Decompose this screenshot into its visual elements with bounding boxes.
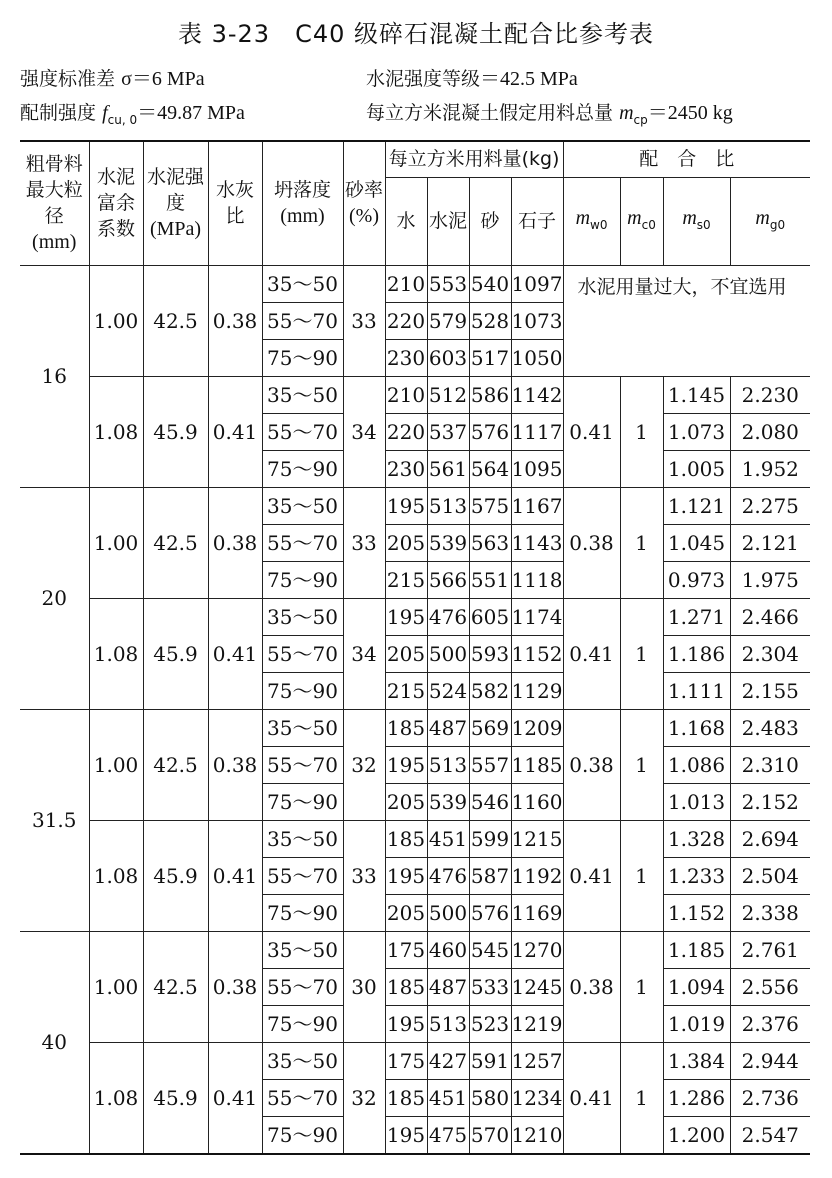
header-cement-surplus: 水泥富余系数 xyxy=(89,141,143,265)
ms0-cell: 1.152 xyxy=(663,894,730,931)
sand-ratio-cell: 33 xyxy=(343,265,385,376)
stone-cell: 1234 xyxy=(511,1079,563,1116)
ms0-cell: 1.185 xyxy=(663,931,730,968)
mix-proportion-table xyxy=(20,140,810,1155)
cement-cell: 513 xyxy=(427,746,469,783)
sigma-value: σ＝6 MPa xyxy=(121,68,205,90)
slump-cell: 55～70 xyxy=(262,413,343,450)
sand-cell: 563 xyxy=(469,524,511,561)
mg0-cell: 2.230 xyxy=(730,376,810,413)
sand-cell: 591 xyxy=(469,1042,511,1079)
mc0-cell: 1 xyxy=(620,709,663,820)
header-stone: 石子 xyxy=(511,177,563,265)
water-cell: 205 xyxy=(385,783,427,820)
agg-size-cell: 20 xyxy=(20,487,89,709)
cement-cell: 537 xyxy=(427,413,469,450)
cement-cell: 566 xyxy=(427,561,469,598)
header-mg0: $m_{g0}$ xyxy=(730,177,810,265)
header-mc0: $m_{c0}$ xyxy=(620,177,663,265)
cement-strength-cell: 45.9 xyxy=(143,598,208,709)
ms0-cell: 1.286 xyxy=(663,1079,730,1116)
slump-cell: 35～50 xyxy=(262,709,343,746)
ms0-cell: 1.328 xyxy=(663,820,730,857)
mw0-cell: 0.41 xyxy=(563,1042,620,1154)
water-cell: 195 xyxy=(385,598,427,635)
water-cell: 195 xyxy=(385,746,427,783)
sand-cell: 569 xyxy=(469,709,511,746)
mc0-cell: 1 xyxy=(620,931,663,1042)
water-cell: 185 xyxy=(385,709,427,746)
sand-cell: 564 xyxy=(469,450,511,487)
mw0-cell: 0.38 xyxy=(563,931,620,1042)
water-cell: 210 xyxy=(385,376,427,413)
stone-cell: 1160 xyxy=(511,783,563,820)
header-water: 水 xyxy=(385,177,427,265)
slump-cell: 55～70 xyxy=(262,302,343,339)
slump-cell: 55～70 xyxy=(262,1079,343,1116)
fcu-label: 配制强度 xyxy=(20,102,97,124)
cement-grade-label: 水泥强度等级 xyxy=(366,68,481,90)
ms0-cell: 1.045 xyxy=(663,524,730,561)
stone-cell: 1192 xyxy=(511,857,563,894)
sand-ratio-cell: 30 xyxy=(343,931,385,1042)
slump-cell: 35～50 xyxy=(262,820,343,857)
mc0-cell: 1 xyxy=(620,376,663,487)
slump-cell: 75～90 xyxy=(262,1005,343,1042)
cement-cell: 475 xyxy=(427,1116,469,1154)
cement-strength-cell: 42.5 xyxy=(143,709,208,820)
ms0-cell: 1.200 xyxy=(663,1116,730,1154)
slump-cell: 75～90 xyxy=(262,561,343,598)
water-cell: 195 xyxy=(385,487,427,524)
agg-size-cell: 16 xyxy=(20,265,89,487)
cement-surplus-cell: 1.00 xyxy=(89,265,143,376)
sand-ratio-cell: 32 xyxy=(343,709,385,820)
ms0-cell: 1.168 xyxy=(663,709,730,746)
ms0-cell: 1.186 xyxy=(663,635,730,672)
stone-cell: 1245 xyxy=(511,968,563,1005)
cement-strength-cell: 45.9 xyxy=(143,820,208,931)
water-cell: 230 xyxy=(385,339,427,376)
sand-cell: 570 xyxy=(469,1116,511,1154)
cement-cell: 524 xyxy=(427,672,469,709)
water-cell: 175 xyxy=(385,1042,427,1079)
header-per-m3: 每立方米用料量(kg) xyxy=(385,141,563,177)
mw0-cell: 0.41 xyxy=(563,376,620,487)
slump-cell: 35～50 xyxy=(262,265,343,302)
sand-cell: 576 xyxy=(469,413,511,450)
sand-cell: 580 xyxy=(469,1079,511,1116)
slump-cell: 35～50 xyxy=(262,376,343,413)
wc-ratio-cell: 0.41 xyxy=(208,376,262,487)
mcp-label: 每立方米混凝土假定用料总量 xyxy=(366,102,614,124)
sand-cell: 557 xyxy=(469,746,511,783)
stone-cell: 1152 xyxy=(511,635,563,672)
mg0-cell: 2.338 xyxy=(730,894,810,931)
cement-cell: 487 xyxy=(427,709,469,746)
stone-cell: 1270 xyxy=(511,931,563,968)
wc-ratio-cell: 0.38 xyxy=(208,265,262,376)
sand-cell: 517 xyxy=(469,339,511,376)
header-wc-ratio: 水灰比 xyxy=(208,141,262,265)
stone-cell: 1215 xyxy=(511,820,563,857)
mc0-cell: 1 xyxy=(620,598,663,709)
sand-cell: 551 xyxy=(469,561,511,598)
mg0-cell: 2.080 xyxy=(730,413,810,450)
sand-cell: 575 xyxy=(469,487,511,524)
water-cell: 195 xyxy=(385,857,427,894)
header-cement-strength: 水泥强度 (MPa) xyxy=(143,141,208,265)
slump-cell: 35～50 xyxy=(262,598,343,635)
cement-surplus-cell: 1.08 xyxy=(89,820,143,931)
sand-cell: 586 xyxy=(469,376,511,413)
header-sand-ratio: 砂率 (%) xyxy=(343,141,385,265)
agg-size-cell: 40 xyxy=(20,931,89,1154)
cement-cell: 539 xyxy=(427,524,469,561)
slump-cell: 55～70 xyxy=(262,968,343,1005)
mg0-cell: 2.310 xyxy=(730,746,810,783)
stone-cell: 1185 xyxy=(511,746,563,783)
wc-ratio-cell: 0.41 xyxy=(208,598,262,709)
mg0-cell: 2.155 xyxy=(730,672,810,709)
sand-cell: 528 xyxy=(469,302,511,339)
slump-cell: 55～70 xyxy=(262,635,343,672)
mcp-symbol: m xyxy=(619,102,634,124)
sand-cell: 605 xyxy=(469,598,511,635)
stone-cell: 1142 xyxy=(511,376,563,413)
cement-cell: 603 xyxy=(427,339,469,376)
cement-cell: 451 xyxy=(427,820,469,857)
cement-cell: 476 xyxy=(427,598,469,635)
ms0-cell: 1.005 xyxy=(663,450,730,487)
fcu-subscript: cu, 0 xyxy=(107,112,138,127)
stone-cell: 1257 xyxy=(511,1042,563,1079)
cement-cell: 579 xyxy=(427,302,469,339)
ms0-cell: 1.384 xyxy=(663,1042,730,1079)
mg0-cell: 2.944 xyxy=(730,1042,810,1079)
sand-cell: 546 xyxy=(469,783,511,820)
sand-cell: 533 xyxy=(469,968,511,1005)
mg0-cell: 2.556 xyxy=(730,968,810,1005)
cement-strength-cell: 42.5 xyxy=(143,487,208,598)
cement-grade-param xyxy=(366,62,578,91)
cement-strength-cell: 45.9 xyxy=(143,1042,208,1154)
cement-cell: 500 xyxy=(427,894,469,931)
mw0-cell: 0.38 xyxy=(563,487,620,598)
stone-cell: 1169 xyxy=(511,894,563,931)
mg0-cell: 2.466 xyxy=(730,598,810,635)
sand-ratio-cell: 34 xyxy=(343,376,385,487)
mg0-cell: 2.376 xyxy=(730,1005,810,1042)
sigma-param xyxy=(20,62,205,91)
cement-cell: 561 xyxy=(427,450,469,487)
table-title: 表 3-23 C40 级碎石混凝土配合比参考表 xyxy=(177,20,655,48)
fcu-param xyxy=(20,96,245,127)
header-ms0: $m_{s0}$ xyxy=(663,177,730,265)
cement-cell: 427 xyxy=(427,1042,469,1079)
wc-ratio-cell: 0.38 xyxy=(208,709,262,820)
wc-ratio-cell: 0.38 xyxy=(208,487,262,598)
wc-ratio-cell: 0.41 xyxy=(208,1042,262,1154)
mg0-cell: 2.761 xyxy=(730,931,810,968)
sand-ratio-cell: 34 xyxy=(343,598,385,709)
agg-size-cell: 31.5 xyxy=(20,709,89,931)
header-cement: 水泥 xyxy=(427,177,469,265)
ms0-cell: 1.145 xyxy=(663,376,730,413)
cement-cell: 539 xyxy=(427,783,469,820)
mg0-cell: 2.694 xyxy=(730,820,810,857)
water-cell: 205 xyxy=(385,524,427,561)
mg0-cell: 2.504 xyxy=(730,857,810,894)
cement-cell: 451 xyxy=(427,1079,469,1116)
mg0-cell: 2.275 xyxy=(730,487,810,524)
cement-cell: 553 xyxy=(427,265,469,302)
sand-cell: 545 xyxy=(469,931,511,968)
slump-cell: 75～90 xyxy=(262,672,343,709)
sand-ratio-cell: 33 xyxy=(343,487,385,598)
sand-cell: 576 xyxy=(469,894,511,931)
table-row xyxy=(20,265,810,302)
slump-cell: 75～90 xyxy=(262,1116,343,1154)
water-cell: 220 xyxy=(385,413,427,450)
mw0-cell: 0.41 xyxy=(563,598,620,709)
mcp-value: ＝2450 kg xyxy=(647,102,733,124)
fcu-symbol: f xyxy=(102,102,108,124)
slump-cell: 35～50 xyxy=(262,487,343,524)
stone-cell: 1209 xyxy=(511,709,563,746)
cement-cell: 460 xyxy=(427,931,469,968)
table-row xyxy=(20,598,810,635)
table-row xyxy=(20,709,810,746)
cement-surplus-cell: 1.00 xyxy=(89,487,143,598)
header-slump: 坍落度 (mm) xyxy=(262,141,343,265)
water-cell: 205 xyxy=(385,635,427,672)
stone-cell: 1174 xyxy=(511,598,563,635)
stone-cell: 1117 xyxy=(511,413,563,450)
mg0-cell: 2.121 xyxy=(730,524,810,561)
ms0-cell: 1.111 xyxy=(663,672,730,709)
mg0-cell: 2.736 xyxy=(730,1079,810,1116)
cement-strength-cell: 42.5 xyxy=(143,931,208,1042)
slump-cell: 55～70 xyxy=(262,746,343,783)
water-cell: 215 xyxy=(385,561,427,598)
cement-cell: 500 xyxy=(427,635,469,672)
slump-cell: 75～90 xyxy=(262,894,343,931)
water-cell: 195 xyxy=(385,1116,427,1154)
stone-cell: 1050 xyxy=(511,339,563,376)
stone-cell: 1219 xyxy=(511,1005,563,1042)
stone-cell: 1073 xyxy=(511,302,563,339)
table-body xyxy=(20,265,810,1154)
sigma-label: 强度标准差 xyxy=(20,68,116,90)
table-row xyxy=(20,376,810,413)
ms0-cell: 0.973 xyxy=(663,561,730,598)
ms0-cell: 1.013 xyxy=(663,783,730,820)
cement-surplus-cell: 1.00 xyxy=(89,709,143,820)
header-sand: 砂 xyxy=(469,177,511,265)
slump-cell: 35～50 xyxy=(262,931,343,968)
stone-cell: 1143 xyxy=(511,524,563,561)
water-cell: 185 xyxy=(385,820,427,857)
unsuitable-note: 水泥用量过大，不宜选用 xyxy=(563,265,810,376)
water-cell: 195 xyxy=(385,1005,427,1042)
sand-cell: 582 xyxy=(469,672,511,709)
water-cell: 185 xyxy=(385,1079,427,1116)
water-cell: 220 xyxy=(385,302,427,339)
water-cell: 215 xyxy=(385,672,427,709)
mg0-cell: 1.952 xyxy=(730,450,810,487)
mw0-cell: 0.41 xyxy=(563,820,620,931)
cement-surplus-cell: 1.00 xyxy=(89,931,143,1042)
slump-cell: 75～90 xyxy=(262,450,343,487)
wc-ratio-cell: 0.38 xyxy=(208,931,262,1042)
cement-cell: 476 xyxy=(427,857,469,894)
cement-cell: 513 xyxy=(427,487,469,524)
sand-ratio-cell: 32 xyxy=(343,1042,385,1154)
mg0-cell: 2.547 xyxy=(730,1116,810,1154)
cement-grade-value: ＝42.5 MPa xyxy=(480,68,578,90)
stone-cell: 1129 xyxy=(511,672,563,709)
cement-strength-cell: 45.9 xyxy=(143,376,208,487)
cement-cell: 513 xyxy=(427,1005,469,1042)
slump-cell: 55～70 xyxy=(262,524,343,561)
cement-surplus-cell: 1.08 xyxy=(89,598,143,709)
ms0-cell: 1.233 xyxy=(663,857,730,894)
sand-cell: 593 xyxy=(469,635,511,672)
slump-cell: 75～90 xyxy=(262,339,343,376)
sand-ratio-cell: 33 xyxy=(343,820,385,931)
sand-cell: 540 xyxy=(469,265,511,302)
sand-cell: 523 xyxy=(469,1005,511,1042)
stone-cell: 1097 xyxy=(511,265,563,302)
cement-cell: 512 xyxy=(427,376,469,413)
fcu-value: ＝49.87 MPa xyxy=(137,102,245,124)
stone-cell: 1118 xyxy=(511,561,563,598)
ms0-cell: 1.094 xyxy=(663,968,730,1005)
mcp-subscript: cp xyxy=(633,112,648,127)
mg0-cell: 2.483 xyxy=(730,709,810,746)
mg0-cell: 1.975 xyxy=(730,561,810,598)
table-row xyxy=(20,487,810,524)
table-row xyxy=(20,820,810,857)
mcp-param xyxy=(366,96,733,127)
cement-surplus-cell: 1.08 xyxy=(89,376,143,487)
stone-cell: 1210 xyxy=(511,1116,563,1154)
ms0-cell: 1.086 xyxy=(663,746,730,783)
slump-cell: 55～70 xyxy=(262,857,343,894)
slump-cell: 75～90 xyxy=(262,783,343,820)
wc-ratio-cell: 0.41 xyxy=(208,820,262,931)
cement-surplus-cell: 1.08 xyxy=(89,1042,143,1154)
header-mix-ratio: 配 合 比 xyxy=(563,141,810,177)
mg0-cell: 2.304 xyxy=(730,635,810,672)
mc0-cell: 1 xyxy=(620,1042,663,1154)
table-row xyxy=(20,931,810,968)
sand-cell: 587 xyxy=(469,857,511,894)
cement-strength-cell: 42.5 xyxy=(143,265,208,376)
ms0-cell: 1.271 xyxy=(663,598,730,635)
header-mw0: $m_{w0}$ xyxy=(563,177,620,265)
water-cell: 205 xyxy=(385,894,427,931)
mw0-cell: 0.38 xyxy=(563,709,620,820)
water-cell: 175 xyxy=(385,931,427,968)
sand-cell: 599 xyxy=(469,820,511,857)
mc0-cell: 1 xyxy=(620,820,663,931)
mg0-cell: 2.152 xyxy=(730,783,810,820)
water-cell: 230 xyxy=(385,450,427,487)
header-agg-size: 粗骨料最大粒径 (mm) xyxy=(20,141,89,265)
slump-cell: 35～50 xyxy=(262,1042,343,1079)
stone-cell: 1167 xyxy=(511,487,563,524)
water-cell: 185 xyxy=(385,968,427,1005)
cement-cell: 487 xyxy=(427,968,469,1005)
water-cell: 210 xyxy=(385,265,427,302)
mc0-cell: 1 xyxy=(620,487,663,598)
ms0-cell: 1.073 xyxy=(663,413,730,450)
ms0-cell: 1.121 xyxy=(663,487,730,524)
table-row xyxy=(20,1042,810,1079)
stone-cell: 1095 xyxy=(511,450,563,487)
ms0-cell: 1.019 xyxy=(663,1005,730,1042)
